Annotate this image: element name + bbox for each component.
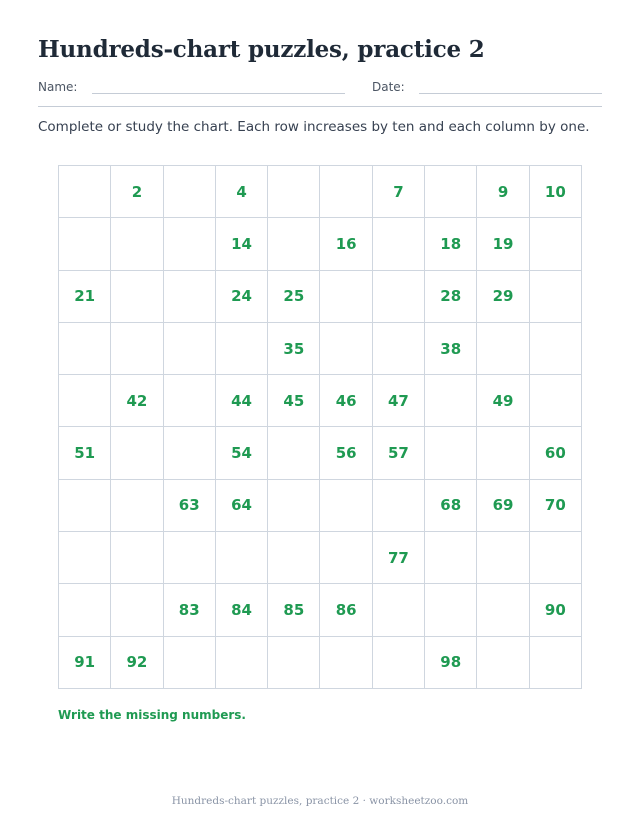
grid-cell[interactable] bbox=[320, 166, 372, 218]
grid-cell[interactable] bbox=[373, 584, 425, 636]
grid-cell[interactable] bbox=[373, 218, 425, 270]
grid-cell: 4 bbox=[216, 166, 268, 218]
grid-cell[interactable] bbox=[164, 271, 216, 323]
grid-cell: 35 bbox=[268, 323, 320, 375]
grid-cell: 56 bbox=[320, 427, 372, 479]
grid-cell: 68 bbox=[425, 480, 477, 532]
grid-cell[interactable] bbox=[530, 323, 582, 375]
grid-cell[interactable] bbox=[320, 637, 372, 689]
grid-cell: 91 bbox=[59, 637, 111, 689]
grid-cell[interactable] bbox=[216, 532, 268, 584]
grid-cell[interactable] bbox=[111, 271, 163, 323]
student-info-row bbox=[38, 80, 602, 107]
date-field[interactable] bbox=[419, 93, 602, 94]
grid-cell: 84 bbox=[216, 584, 268, 636]
grid-cell[interactable] bbox=[164, 637, 216, 689]
grid-cell: 77 bbox=[373, 532, 425, 584]
grid-cell: 21 bbox=[59, 271, 111, 323]
grid-cell[interactable] bbox=[268, 166, 320, 218]
grid-cell[interactable] bbox=[425, 427, 477, 479]
grid-cell: 85 bbox=[268, 584, 320, 636]
footer: Hundreds-chart puzzles, practice 2 · worksheetzoo.com bbox=[171, 795, 469, 807]
grid-cell: 49 bbox=[477, 375, 529, 427]
grid-cell[interactable] bbox=[111, 427, 163, 479]
grid-cell: 29 bbox=[477, 271, 529, 323]
grid-cell[interactable] bbox=[425, 375, 477, 427]
grid-cell[interactable] bbox=[425, 166, 477, 218]
grid-cell[interactable] bbox=[320, 271, 372, 323]
grid-cell[interactable] bbox=[477, 427, 529, 479]
grid-cell: 14 bbox=[216, 218, 268, 270]
grid-cell[interactable] bbox=[59, 323, 111, 375]
grid-cell[interactable] bbox=[111, 532, 163, 584]
grid-cell: 92 bbox=[111, 637, 163, 689]
grid-cell: 86 bbox=[320, 584, 372, 636]
grid-cell: 51 bbox=[59, 427, 111, 479]
task-note: Write the missing numbers. bbox=[58, 708, 246, 722]
grid-cell[interactable] bbox=[425, 532, 477, 584]
grid-cell: 38 bbox=[425, 323, 477, 375]
grid-cell: 47 bbox=[373, 375, 425, 427]
grid-cell[interactable] bbox=[268, 532, 320, 584]
grid-cell[interactable] bbox=[268, 218, 320, 270]
grid-cell[interactable] bbox=[164, 323, 216, 375]
grid-cell[interactable] bbox=[59, 584, 111, 636]
grid-cell[interactable] bbox=[111, 480, 163, 532]
grid-cell[interactable] bbox=[59, 480, 111, 532]
grid-cell[interactable] bbox=[164, 166, 216, 218]
grid-cell[interactable] bbox=[164, 532, 216, 584]
grid-cell: 69 bbox=[477, 480, 529, 532]
grid-cell: 63 bbox=[164, 480, 216, 532]
grid-cell[interactable] bbox=[373, 323, 425, 375]
name-field[interactable] bbox=[92, 93, 345, 94]
grid-cell[interactable] bbox=[373, 637, 425, 689]
grid-cell[interactable] bbox=[477, 637, 529, 689]
grid-cell: 98 bbox=[425, 637, 477, 689]
grid-cell: 90 bbox=[530, 584, 582, 636]
grid-cell[interactable] bbox=[59, 166, 111, 218]
grid-cell[interactable] bbox=[111, 584, 163, 636]
grid-cell[interactable] bbox=[216, 637, 268, 689]
grid-cell[interactable] bbox=[268, 637, 320, 689]
grid-cell: 44 bbox=[216, 375, 268, 427]
grid-cell[interactable] bbox=[477, 532, 529, 584]
grid-cell[interactable] bbox=[425, 584, 477, 636]
grid-cell: 57 bbox=[373, 427, 425, 479]
grid-cell[interactable] bbox=[164, 218, 216, 270]
grid-cell: 46 bbox=[320, 375, 372, 427]
grid-cell: 42 bbox=[111, 375, 163, 427]
grid-cell: 9 bbox=[477, 166, 529, 218]
grid-cell: 7 bbox=[373, 166, 425, 218]
grid-cell: 54 bbox=[216, 427, 268, 479]
grid-cell[interactable] bbox=[530, 271, 582, 323]
grid-cell: 28 bbox=[425, 271, 477, 323]
grid-cell: 16 bbox=[320, 218, 372, 270]
date-label: Date: bbox=[372, 80, 405, 94]
grid-cell[interactable] bbox=[164, 427, 216, 479]
grid-cell[interactable] bbox=[530, 218, 582, 270]
grid-cell[interactable] bbox=[530, 532, 582, 584]
grid-cell[interactable] bbox=[216, 323, 268, 375]
grid-cell[interactable] bbox=[59, 375, 111, 427]
grid-cell: 64 bbox=[216, 480, 268, 532]
grid-cell: 2 bbox=[111, 166, 163, 218]
page-title: Hundreds-chart puzzles, practice 2 bbox=[38, 36, 485, 63]
grid-cell[interactable] bbox=[320, 532, 372, 584]
hundreds-chart-grid bbox=[58, 165, 582, 689]
grid-cell: 18 bbox=[425, 218, 477, 270]
grid-cell[interactable] bbox=[477, 323, 529, 375]
grid-cell[interactable] bbox=[320, 480, 372, 532]
grid-cell: 24 bbox=[216, 271, 268, 323]
grid-cell[interactable] bbox=[164, 375, 216, 427]
grid-cell[interactable] bbox=[111, 323, 163, 375]
grid-cell[interactable] bbox=[530, 637, 582, 689]
grid-cell: 70 bbox=[530, 480, 582, 532]
grid-cell[interactable] bbox=[530, 375, 582, 427]
grid-cell[interactable] bbox=[373, 480, 425, 532]
grid-cell[interactable] bbox=[268, 480, 320, 532]
grid-cell: 10 bbox=[530, 166, 582, 218]
grid-cell: 45 bbox=[268, 375, 320, 427]
grid-cell[interactable] bbox=[268, 427, 320, 479]
grid-cell[interactable] bbox=[59, 218, 111, 270]
grid-cell: 83 bbox=[164, 584, 216, 636]
grid-cell: 25 bbox=[268, 271, 320, 323]
grid-cell[interactable] bbox=[59, 532, 111, 584]
grid-cell[interactable] bbox=[111, 218, 163, 270]
grid-cell[interactable] bbox=[477, 584, 529, 636]
name-label: Name: bbox=[38, 80, 78, 94]
grid-cell: 19 bbox=[477, 218, 529, 270]
grid-cell[interactable] bbox=[373, 271, 425, 323]
grid-cell[interactable] bbox=[320, 323, 372, 375]
grid-cell: 60 bbox=[530, 427, 582, 479]
instructions: Complete or study the chart. Each row increases by ten and each column by one. bbox=[38, 119, 590, 135]
